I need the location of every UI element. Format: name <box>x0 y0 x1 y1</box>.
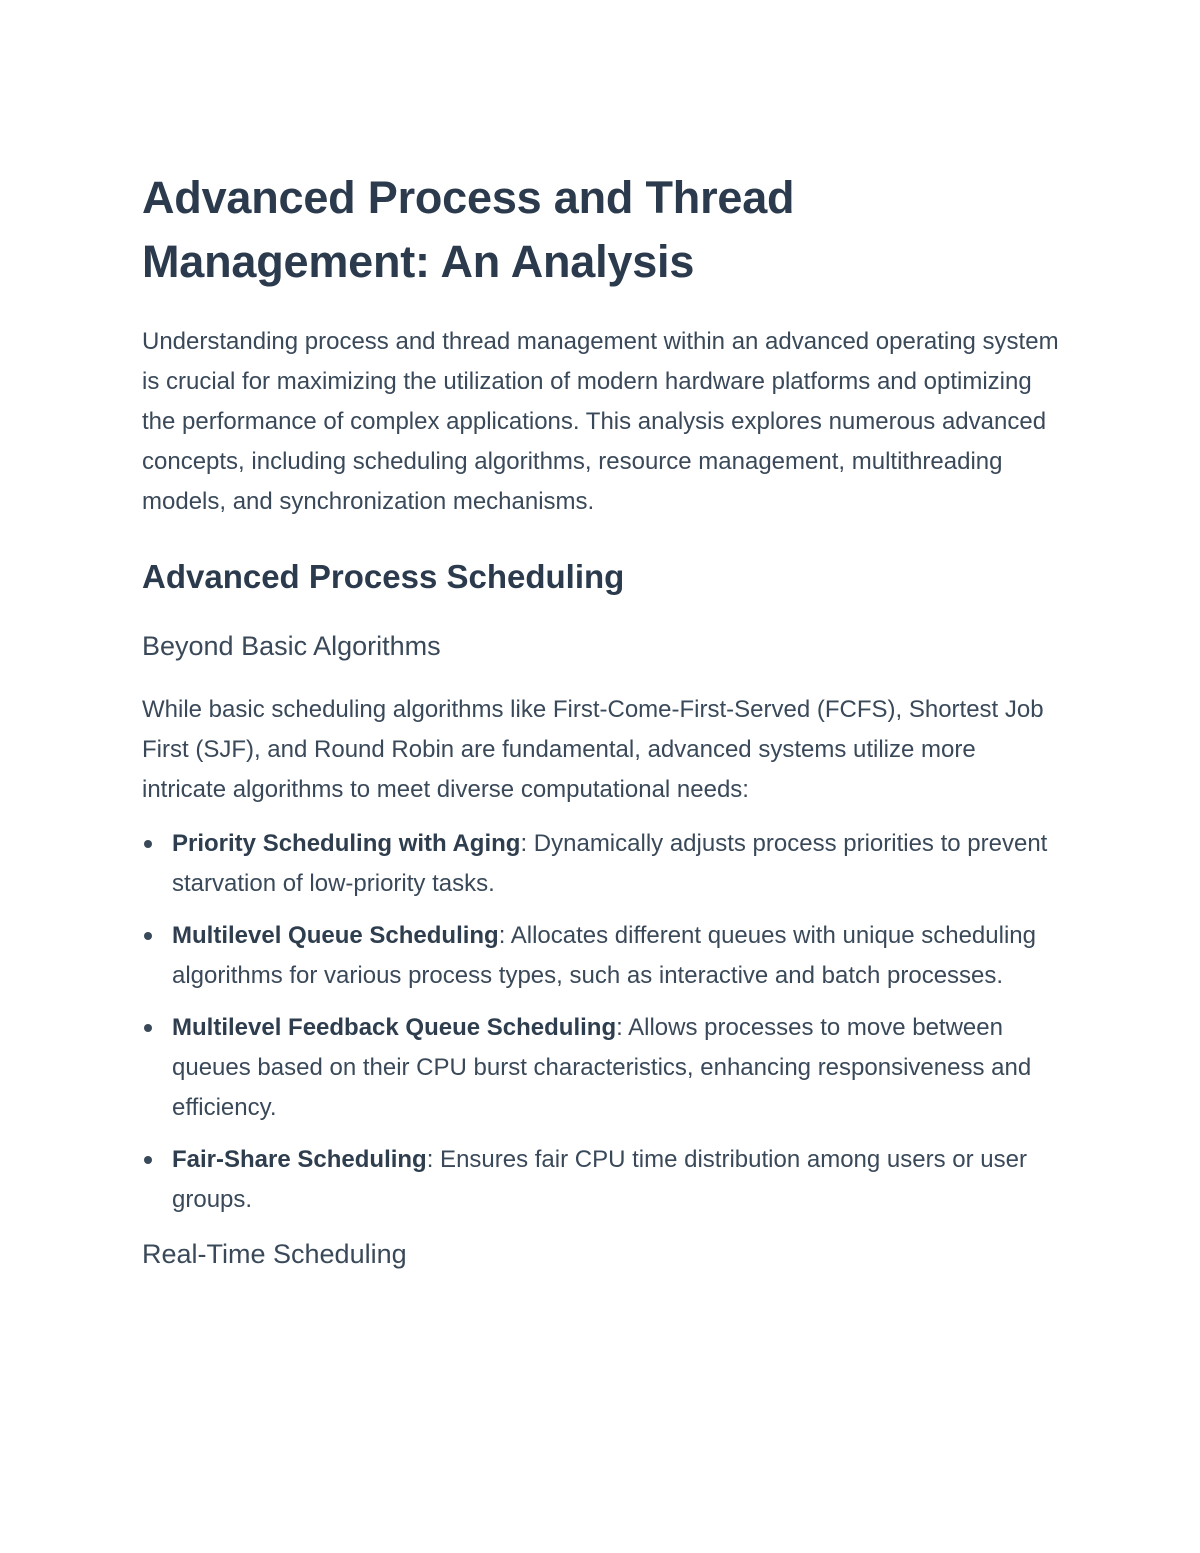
intro-paragraph: Understanding process and thread management within an advanced operating system is crucial for maximizing the utilization of modern hardware platforms and optimizing the performance of complex applications. This analysis explores numerous advanced concepts, including scheduling algorithms, resource management, multithreading models, and synchronization mechanisms. <box>142 328 1059 515</box>
list-item <box>142 916 1062 996</box>
section-heading-advanced-process-scheduling: Advanced Process Scheduling <box>142 558 625 595</box>
list-item <box>142 1140 1062 1220</box>
list-item-description: : Ensures fair CPU time distribution among users or user groups. <box>172 1146 1027 1213</box>
list-item-term: Multilevel Queue Scheduling <box>172 922 499 949</box>
list-item-term: Priority Scheduling with Aging <box>172 830 521 857</box>
subsection-heading-real-time-scheduling: Real-Time Scheduling <box>142 1239 407 1269</box>
list-item <box>142 1008 1062 1128</box>
bullet-icon <box>144 1024 152 1032</box>
bullet-icon <box>144 932 152 940</box>
list-item-term: Multilevel Feedback Queue Scheduling <box>172 1014 617 1041</box>
scheduling-algorithms-list <box>142 824 1062 1220</box>
list-item-term: Fair-Share Scheduling <box>172 1146 427 1173</box>
list-item <box>142 824 1062 904</box>
subsection-heading-beyond-basic-algorithms: Beyond Basic Algorithms <box>142 631 441 661</box>
list-item-description: : Allocates different queues with unique scheduling algorithms for various process types, such as interactive and batch processes. <box>172 922 1036 989</box>
bullet-icon <box>144 1156 152 1164</box>
algorithms-paragraph: While basic scheduling algorithms like First-Come-First-Served (FCFS), Shortest Job First (SJF), and Round Robin are fundamental, advanced systems utilize more intricate algorithms to meet diverse computational needs: <box>142 696 1044 803</box>
document-page <box>142 166 1062 1274</box>
list-item-description: : Allows processes to move between queues based on their CPU burst characteristics, enhancing responsiveness and efficiency. <box>172 1014 1032 1121</box>
bullet-icon <box>144 840 152 848</box>
document-title: Advanced Process and Thread Management: An Analysis <box>142 172 795 287</box>
list-item-description: : Dynamically adjusts process priorities to prevent starvation of low-priority tasks. <box>172 830 1048 897</box>
